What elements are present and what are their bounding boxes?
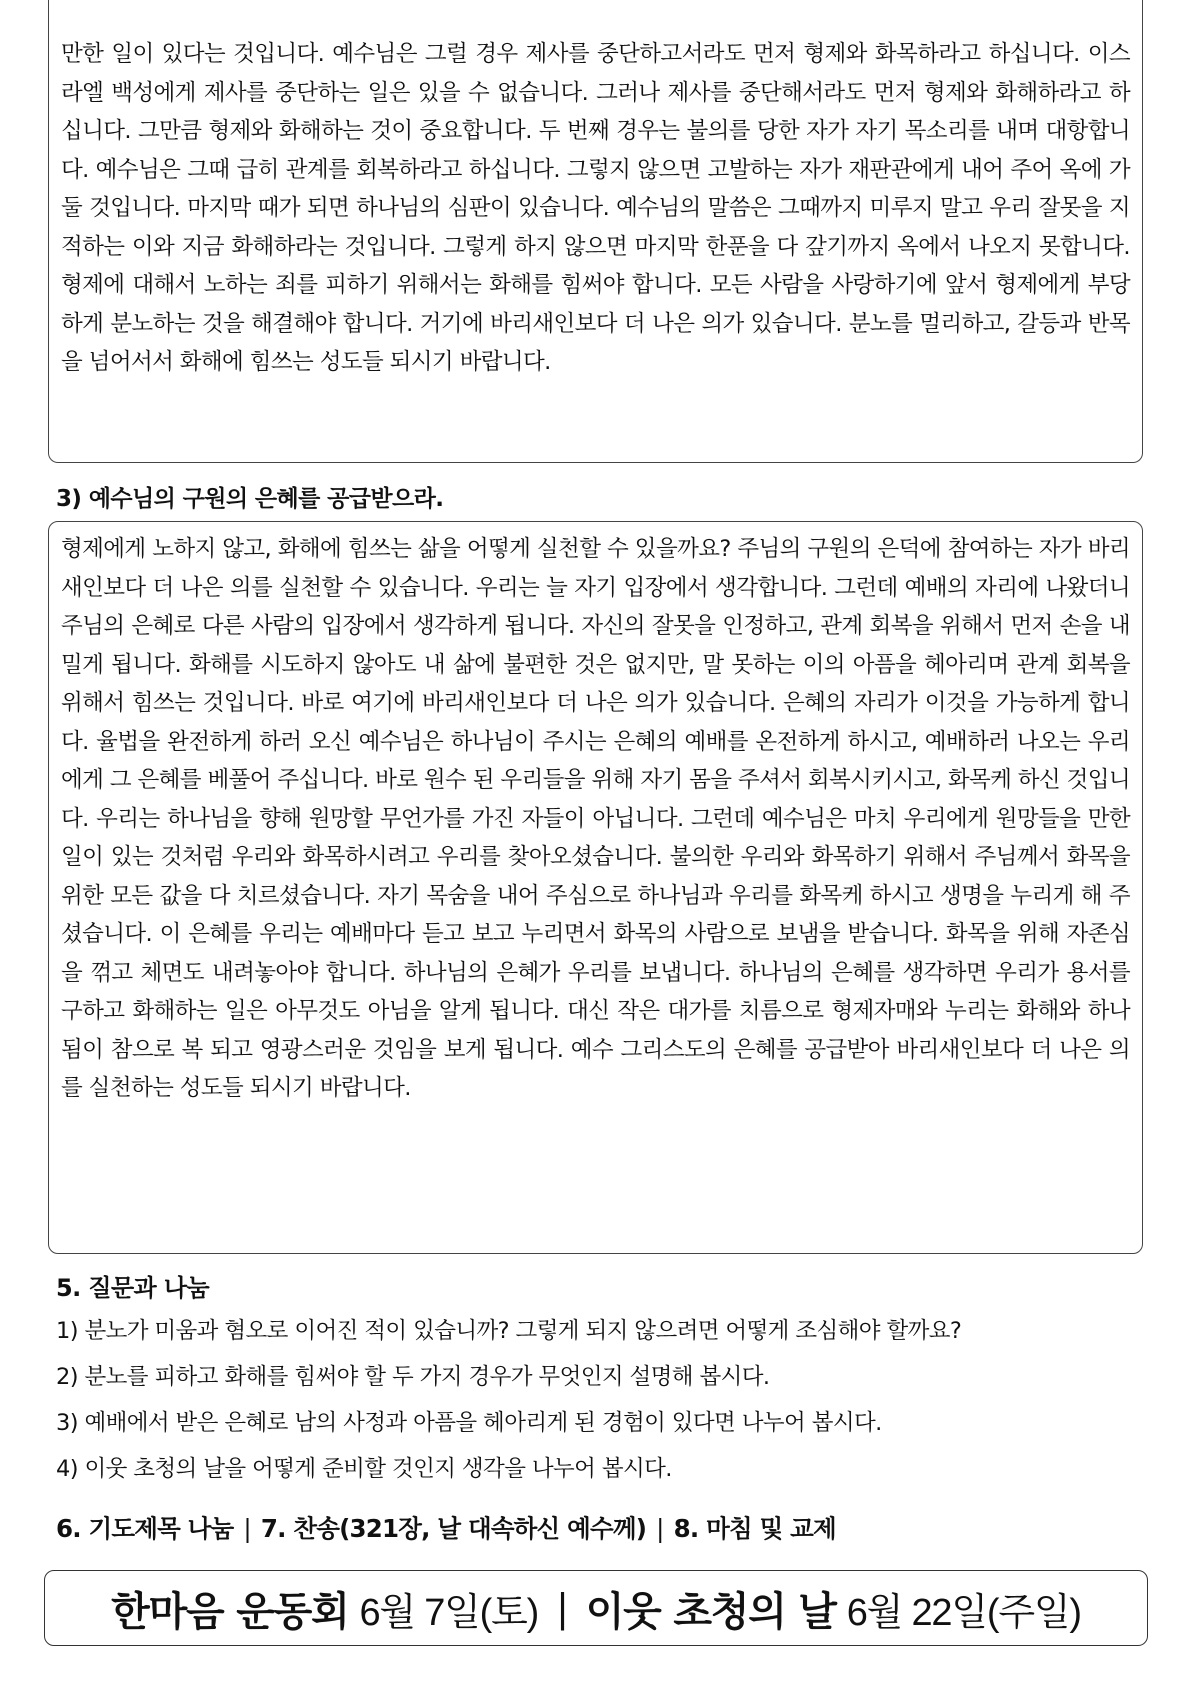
sermon-continuation-paragraph: 만한 일이 있다는 것입니다. 예수님은 그럴 경우 제사를 중단하고서라도 먼저 형제와 화목하라고 하십니다. 이스라엘 백성에게 제사를 중단하는 일은 있을 수 없습니다. 그러나 제사를 중단해서라도 먼저 형제와 화해하라고 하십니다. 그만큼 형제와 화해하는 것이 중요합니다. 두 번째 경우는 불의를 당한 자가 자기 목소리를 내며 대항합니다. 예수님은 그때 급히 관계를 회복하라고 하십니다. 그렇지 않으면 고발하는 자가 재판관에게 내어 주어 옥에 가둘 것입니다. 마지막 때가 되면 하나님의 심판이 있습니다. 예수님의 말씀은 그때까지 미루지 말고 우리 잘못을 지적하는 이와 지금 화해하라는 것입니다. 그렇게 하지 않으면 마지막 한푼을 다 갚기까지 옥에서 나오지 못합니다. 형제에 대해서 노하는 죄를 피하기 위해서는 화해를 힘써야 합니다. 모든 사람을 사랑하기에 앞서 형제에게 부당하게 분노하는 것을 해결해야 합니다. 거기에 바리새인보다 더 나은 의가 있습니다. 분노를 멀리하고, 갈등과 반목을 넘어서서 화해에 힘쓰는 성도들 되시기 바랍니다. [61,41,1130,375]
order-item-closing: 8. 마침 및 교제 [673,1514,836,1543]
order-of-service [56,1510,836,1545]
event-1-name: 한마음 운동회 [111,1588,349,1635]
discussion-questions-list [56,1308,961,1492]
section-5-heading: 5. 질문과 나눔 [56,1274,210,1302]
separator: | [656,1514,664,1543]
section-3-paragraph: 형제에게 노하지 않고, 화해에 힘쓰는 삶을 어떻게 실천할 수 있을까요? 주님의 구원의 은덕에 참여하는 자가 바리새인보다 더 나은 의를 실천할 수 있습니다. 우리는 늘 자기 입장에서 생각합니다. 그런데 예배의 자리에 나왔더니 주님의 은혜로 다른 사람의 입장에서 생각하게 됩니다. 자신의 잘못을 인정하고, 관계 회복을 위해서 먼저 손을 내밀게 됩니다. 화해를 시도하지 않아도 내 삶에 불편한 것은 없지만, 말 못하는 이의 아픔을 헤아리며 관계 회복을 위해서 힘쓰는 것입니다. 바로 여기에 바리새인보다 더 나은 의가 있습니다. 은혜의 자리가 이것을 가능하게 합니다. 율법을 완전하게 하러 오신 예수님은 하나님이 주시는 은혜의 예배를 온전하게 하시고, 예배하러 나오는 우리에게 그 은혜를 베풀어 주십니다. 바로 원수 된 우리들을 위해 자기 몸을 주셔서 회복시키시고, 화목케 하신 것입니다. 우리는 하나님을 향해 원망할 무언가를 가진 자들이 아닙니다. 그런데 예수님은 마치 우리에게 원망들을 만한 일이 있는 것처럼 우리와 화목하시려고 우리를 찾아오셨습니다. 불의한 우리와 화목하기 위해서 주님께서 화목을 위한 모든 값을 다 치르셨습니다. 자기 목숨을 내어 주심으로 하나님과 우리를 화목케 하시고 생명을 누리게 해 주셨습니다. 이 은혜를 우리는 예배마다 듣고 보고 누리면서 화목의 사람으로 보냄을 받습니다. 화목을 위해 자존심을 꺾고 체면도 내려놓아야 합니다. 하나님의 은혜가 우리를 보냅니다. 하나님의 은혜를 생각하면 우리가 용서를 구하고 화해하는 일은 아무것도 아님을 알게 됩니다. 대신 작은 대가를 치름으로 형제자매와 누리는 화해와 하나 됨이 참으로 복 되고 영광스러운 것임을 보게 됩니다. 예수 그리스도의 은혜를 공급받아 바리새인보다 더 나은 의를 실천하는 성도들 되시기 바랍니다. [61,536,1131,1101]
discussion-question: 4) 이웃 초청의 날을 어떻게 준비할 것인지 생각을 나누어 봅시다. [56,1456,672,1482]
event-1-date: 6월 7일(토) [359,1591,539,1634]
order-item-prayer: 6. 기도제목 나눔 [56,1514,234,1543]
banner-separator: | [556,1586,568,1630]
sermon-continuation-box [48,0,1143,463]
discussion-question: 2) 분노를 피하고 화해를 힘써야 할 두 가지 경우가 무엇인지 설명해 봅시다. [56,1364,770,1390]
event-2-name: 이웃 초청의 날 [585,1588,836,1635]
discussion-question: 3) 예배에서 받은 은혜로 남의 사정과 아픔을 헤아리게 된 경험이 있다면 나누어 봅시다. [56,1410,882,1436]
order-item-hymn: 7. 찬송(321장, 날 대속하신 예수께) [260,1514,647,1543]
discussion-question: 1) 분노가 미움과 혐오로 이어진 적이 있습니까? 그렇게 되지 않으려면 어떻게 조심해야 할까요? [56,1318,962,1344]
separator: | [243,1514,251,1543]
event-banner [44,1570,1148,1646]
section-3-box [48,521,1143,1254]
section-3-heading: 3) 예수님의 구원의 은혜를 공급받으라. [56,486,444,512]
event-2-date: 6월 22일(주일) [846,1591,1081,1634]
